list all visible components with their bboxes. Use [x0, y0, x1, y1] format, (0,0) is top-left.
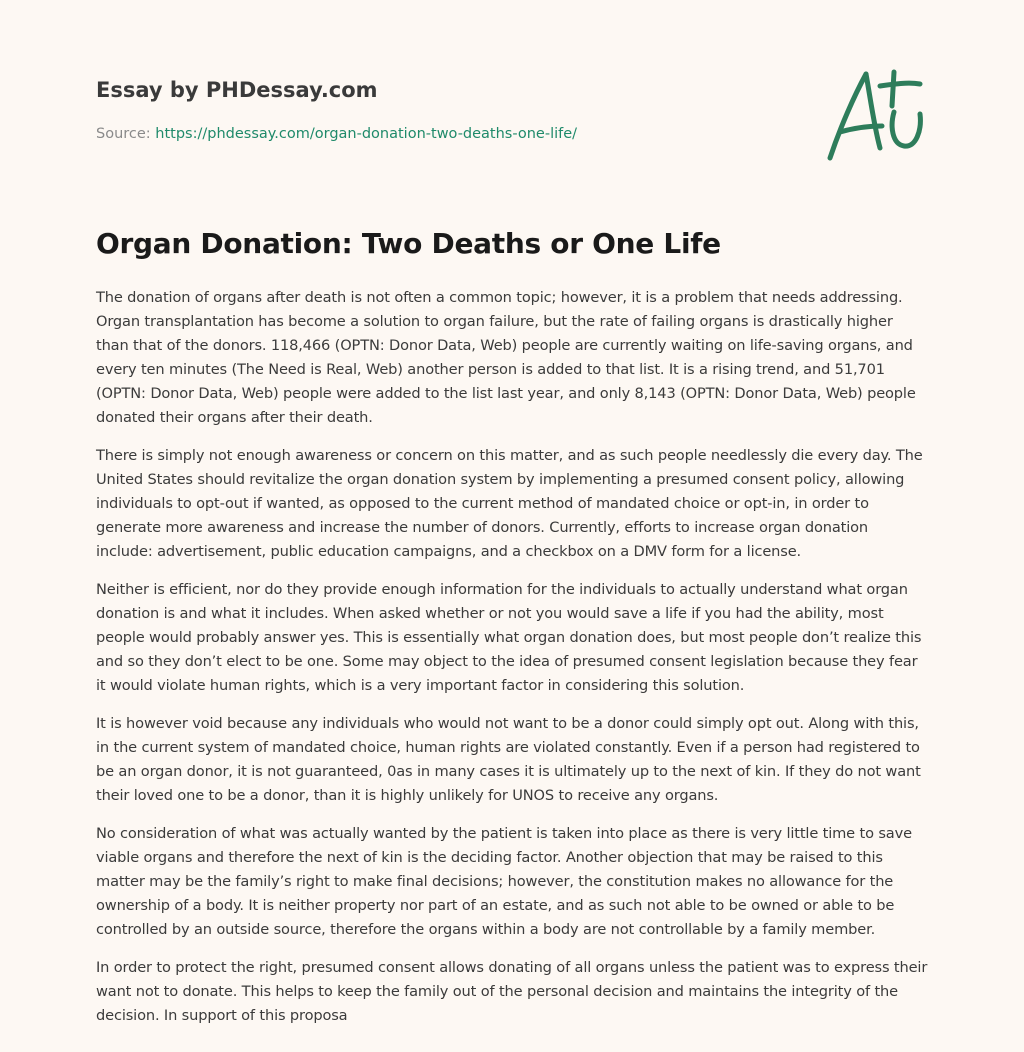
essay-paragraph: It is however void because any individuals who would not want to be a donor could simply opt out. Along with this, in the current system of mandated choice, human rights are violated constantly. Even if a person had registered to be an organ donor, it is not guaranteed, 0as in many cases it is ultimately up to the next of kin. If they do not want their loved one to be a donor, than it is highly unlikely for UNOS to receive any organs.	[96, 715, 921, 804]
source-link[interactable]: https://phdessay.com/organ-donation-two-deaths-one-life/	[155, 126, 578, 142]
essay-paragraph: Neither is efficient, nor do they provide enough information for the individuals to actually understand what organ donation is and what it includes. When asked whether or not you would save a life if you had the ability, most people would probably answer yes. This is essentially what organ donation does, but most people don’t realize this and so they don’t elect to be one. Some may object to the idea of presumed consent legislation because they fear it would violate human rights, which is a very important factor in considering this solution.	[96, 581, 922, 694]
essay-paragraph: In order to protect the right, presumed consent allows donating of all organs unless the patient was to express their want not to donate. This helps to keep the family out of the personal decision and maintains the integrity of the decision. In support of this proposa	[96, 959, 928, 1024]
essay-title: Organ Donation: Two Deaths or One Life	[96, 227, 721, 260]
site-title: Essay by PHDessay.com	[96, 78, 378, 102]
source-line	[96, 124, 796, 144]
site-header	[96, 76, 796, 144]
a-plus-grade-icon	[820, 66, 930, 166]
essay-paragraph: There is simply not enough awareness or concern on this matter, and as such people needlessly die every day. The United States should revitalize the organ donation system by implementing a presumed consent policy, allowing individuals to opt-out if wanted, as opposed to the current method of mandated choice or opt-in, in order to generate more awareness and increase the number of donors. Currently, efforts to increase organ donation include: advertisement, public education campaigns, and a checkbox on a DMV form for a license.	[96, 447, 923, 560]
essay-body	[96, 286, 928, 1042]
essay-paragraph: No consideration of what was actually wanted by the patient is taken into place as there is very little time to save viable organs and therefore the next of kin is the deciding factor. Another objection that may be raised to this matter may be the family’s right to make final decisions; however, the constitution makes no allowance for the ownership of a body. It is neither property nor part of an estate, and as such not able to be owned or able to be controlled by an outside source, therefore the organs within a body are not controllable by a family member.	[96, 825, 912, 938]
essay-paragraph: The donation of organs after death is not often a common topic; however, it is a problem that needs addressing. Organ transplantation has become a solution to organ failure, but the rate of failing organs is drastically higher than that of the donors. 118,466 (OPTN: Donor Data, Web) people are currently waiting on life-saving organs, and every ten minutes (The Need is Real, Web) another person is added to that list. It is a rising trend, and 51,701 (OPTN: Donor Data, Web) people were added to the list last year, and only 8,143 (OPTN: Donor Data, Web) people donated their organs after their death.	[96, 289, 916, 426]
source-label: Source:	[96, 126, 156, 142]
